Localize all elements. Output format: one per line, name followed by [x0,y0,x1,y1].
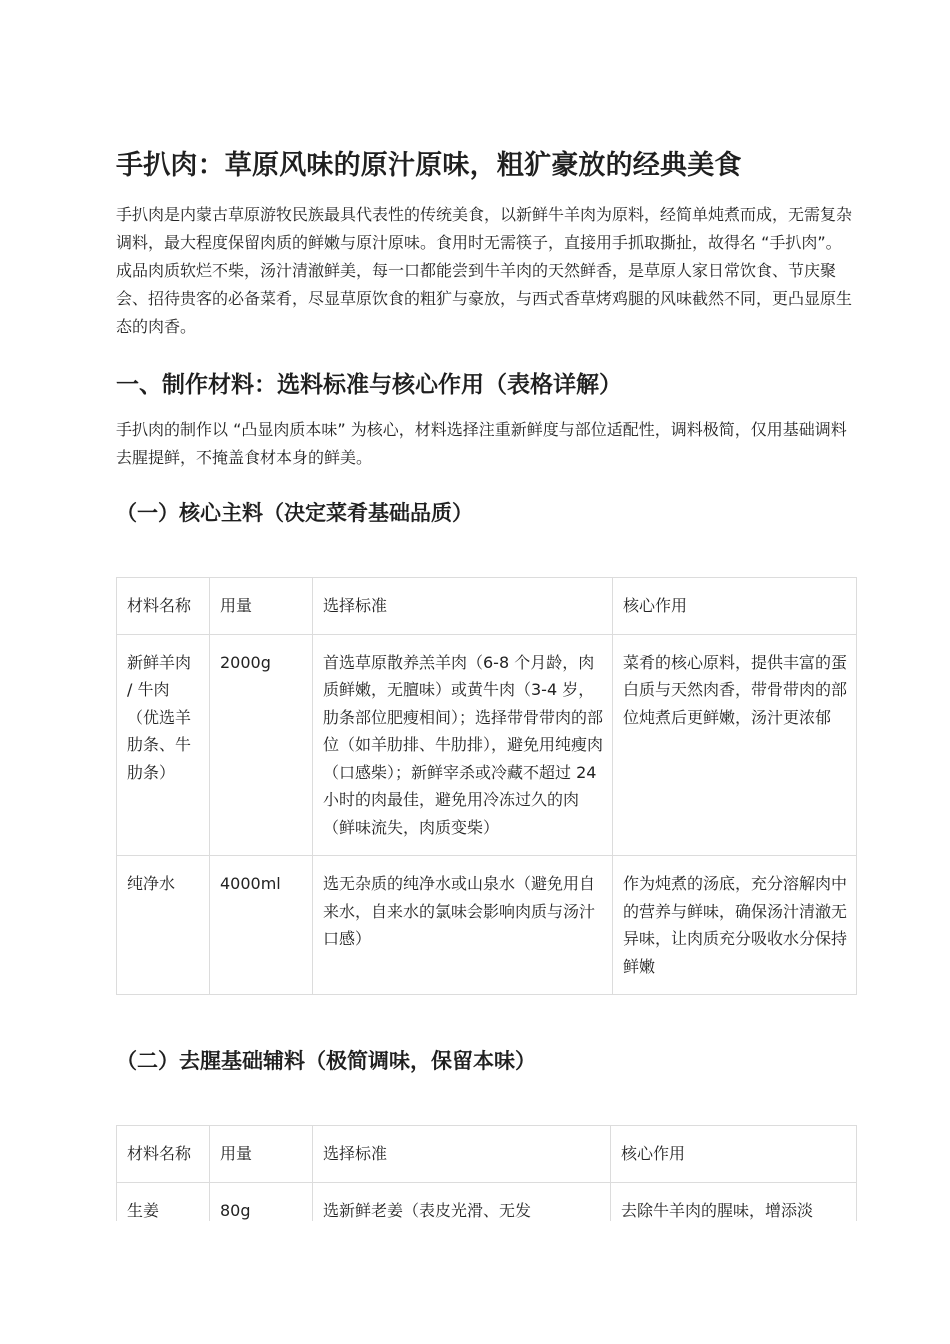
material-name-cell: 新鲜羊肉 / 牛肉 （优选羊肋条、牛肋条） [117,634,210,856]
column-header: 材料名称 [117,578,210,635]
column-header: 用量 [210,1126,313,1183]
standard-cell: 首选草原散养羔羊肉（6-8 个月龄，肉质鲜嫩，无膻味）或黄牛肉（3-4 岁，肋条部位肥瘦相间）；选择带骨带肉的部位（如羊肋排、牛肋排），避免用纯瘦肉（口感柴）；新鲜宰杀或冷藏不超过 24 小时的肉最佳，避免用冷冻过久的肉（鲜味流失，肉质变柴） [313,634,613,856]
role-cell: 去除牛羊肉的腥味，增添淡 [611,1182,857,1225]
role-cell: 作为炖煮的汤底，充分溶解肉中的营养与鲜味，确保汤汁清澈无异味，让肉质充分吸收水分保持鲜嫩 [613,856,857,995]
material-name-cell: 生姜 [117,1182,210,1225]
role-cell: 菜肴的核心原料，提供丰富的蛋白质与天然肉香，带骨带肉的部位炖煮后更鲜嫩，汤汁更浓郁 [613,634,857,856]
amount-cell: 4000ml [210,856,313,995]
material-name-cell: 纯净水 [117,856,210,995]
amount-cell: 2000g [210,634,313,856]
column-header: 材料名称 [117,1126,210,1183]
subsection-heading-seasonings: （二）去腥基础辅料（极简调味，保留本味） [116,1049,536,1073]
standard-cell: 选无杂质的纯净水或山泉水（避免用自来水，自来水的氯味会影响肉质与汤汁口感） [313,856,613,995]
intro-paragraph: 手扒肉是内蒙古草原游牧民族最具代表性的传统美食，以新鲜牛羊肉为原料，经简单炖煮而成，无需复杂调料，最大程度保留肉质的鲜嫩与原汁原味。食用时无需筷子，直接用手抓取撕扯，故得名 “手扒肉”。成品肉质软烂不柴，汤汁清澈鲜美，每一口都能尝到牛羊肉的天然鲜香，是草原人家日常饮食、节庆聚会、招待贵客的必备菜肴，尽显草原饮食的粗犷与豪放，与西式香草烤鸡腿的风味截然不同，更凸显原生态的肉香。 [116,205,853,336]
main-ingredients-table [116,577,857,995]
amount-cell: 80g [210,1182,313,1225]
column-header: 核心作用 [611,1126,857,1183]
standard-cell: 选新鲜老姜（表皮光滑、无发 [313,1182,611,1225]
section-intro-paragraph: 手扒肉的制作以 “凸显肉质本味” 为核心，材料选择注重新鲜度与部位适配性，调料极简，仅用基础调料去腥提鲜，不掩盖食材本身的鲜美。 [116,420,847,467]
table-row [117,1182,857,1225]
column-header: 选择标准 [313,578,613,635]
column-header: 选择标准 [313,1126,611,1183]
page-bottom-margin [0,1221,950,1344]
table-header-row [117,1126,857,1183]
table-row [117,634,857,856]
section-heading-materials: 一、制作材料：选料标准与核心作用（表格详解） [116,372,622,398]
column-header: 用量 [210,578,313,635]
table-row [117,856,857,995]
subsection-heading-main-ingredients: （一）核心主料（决定菜肴基础品质） [116,501,473,525]
column-header: 核心作用 [613,578,857,635]
seasonings-table [116,1125,857,1225]
table-header-row [117,578,857,635]
page-title: 手扒肉：草原风味的原汁原味，粗犷豪放的经典美食 [116,150,742,181]
